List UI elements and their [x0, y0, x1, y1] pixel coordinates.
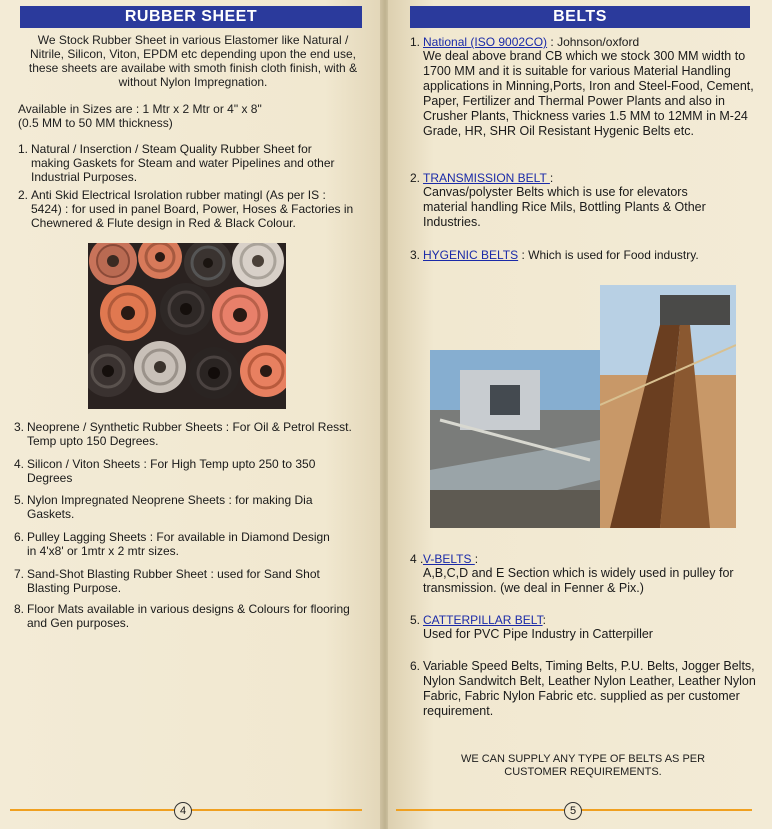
crusher-plant-illustration: [430, 350, 600, 528]
item-heading-suffix: : Which is used for Food industry.: [518, 248, 699, 262]
sizes-line-1: Available in Sizes are : 1 Mtr x 2 Mtr or 4" x 8": [18, 102, 262, 116]
closing-statement: WE CAN SUPPLY ANY TYPE OF BELTS AS PER CUSTOMER REQUIREMENTS.: [460, 753, 706, 778]
list-item: [410, 35, 760, 139]
item-number: 5.: [14, 493, 25, 507]
list-item: [410, 552, 750, 596]
item-number: 2.: [18, 188, 29, 202]
list-item: [14, 602, 354, 630]
rubber-rolls-illustration: [88, 243, 286, 409]
belts-title: BELTS: [410, 6, 750, 28]
item-heading: CATTERPILLAR BELT: [423, 613, 543, 627]
item-text: Silicon / Viton Sheets : For High Temp upto 250 to 350 Degrees: [27, 457, 316, 485]
list-item: [410, 248, 750, 262]
list-item: [18, 142, 353, 184]
item-heading-suffix: :: [549, 171, 554, 185]
item-text: Neoprene / Synthetic Rubber Sheets : For Oil & Petrol Resst. Temp upto 150 Degrees.: [27, 420, 352, 448]
sizes-line-2: (0.5 MM to 50 MM thickness): [18, 116, 173, 130]
item-number: 7.: [14, 567, 25, 581]
item-heading-suffix: :: [542, 613, 546, 627]
item-heading: V-BELTS: [423, 552, 475, 566]
conveyor-belt-photo: [600, 285, 736, 528]
item-heading-suffix: : Johnson/oxford: [547, 35, 640, 49]
item-number: 3.: [410, 248, 421, 262]
item-text: A,B,C,D and E Section which is widely used in pulley for transmission. (we deal in Fenner & Pix.): [423, 566, 734, 595]
list-item: [410, 171, 730, 230]
item-number: 6.: [410, 659, 421, 673]
page-rubber-sheet: [0, 0, 382, 829]
rubber-rolls-photo: [88, 243, 286, 409]
item-text: Sand-Shot Blasting Rubber Sheet : used for Sand Shot Blasting Purpose.: [27, 567, 320, 595]
item-text: Nylon Impregnated Neoprene Sheets : for making Dia Gaskets.: [27, 493, 313, 521]
item-text: Anti Skid Electrical Isrolation rubber matingl (As per IS : 5424) : for used in panel Board, Power, Hoses & Factories in Chewnered & Flute design in Red & Black Colour.: [31, 188, 354, 230]
crusher-plant-photo: [430, 350, 600, 528]
list-item: [18, 188, 358, 230]
item-number: 4.: [14, 457, 25, 471]
item-heading-suffix: :: [474, 552, 479, 566]
list-item: [14, 567, 354, 595]
item-text: Floor Mats available in various designs & Colours for flooring and Gen purposes.: [27, 602, 350, 630]
list-item: [14, 457, 334, 485]
item-number: 5.: [410, 613, 421, 627]
page-number: 4: [174, 802, 192, 820]
list-item: [14, 493, 334, 521]
item-text: We deal above brand CB which we stock 300 MM width to 1700 MM and it is suitable for various Material Handling applications in Minning,Ports, Iron and Steel-Food, Cement, Paper, Fertilizer and Thermal Power Plants and also in Crusher Plants, Thickness varies 1.5 MM to 12MM in M-24 Grade, HR, SHR Oil Resistant Hygenic Belts etc.: [423, 49, 754, 138]
item-number: 6.: [14, 530, 25, 544]
item-number: 1.: [410, 35, 421, 49]
item-number: 8.: [14, 602, 25, 616]
item-heading: HYGENIC BELTS: [423, 248, 519, 262]
item-heading: National (ISO 9002CO): [423, 35, 548, 49]
list-item: [14, 530, 334, 558]
list-item: [410, 659, 770, 719]
item-heading: TRANSMISSION BELT: [423, 171, 550, 185]
list-item: [410, 613, 750, 642]
item-text: Variable Speed Belts, Timing Belts, P.U. Belts, Jogger Belts, Nylon Sandwitch Belt, Leather Nylon Leather, Leather Nylon Fabric, Fabric Nylon Fabric etc. supplied as per customer requirement.: [423, 659, 756, 718]
item-text: Used for PVC Pipe Industry in Catterpiller: [423, 627, 653, 641]
page-belts: [388, 0, 772, 829]
item-number: 1.: [18, 142, 29, 156]
item-text: Natural / Inserction / Steam Quality Rubber Sheet for making Gaskets for Steam and water Pipelines and other Industrial Purposes.: [31, 142, 335, 184]
conveyor-belt-illustration: [600, 285, 736, 528]
item-number: 3.: [14, 420, 25, 434]
list-item: [14, 420, 354, 448]
item-text: Pulley Lagging Sheets : For available in Diamond Design in 4'x8' or 1mtr x 2 mtr sizes.: [27, 530, 330, 558]
rubber-sheet-title: RUBBER SHEET: [20, 6, 362, 28]
rubber-sheet-intro: We Stock Rubber Sheet in various Elastomer like Natural / Nitrile, Silicon, Viton, EPDM etc depending upon the end use, these sheets are availabe with smoth finish cloth finish, with & without Nylon Impregnation.: [28, 33, 358, 89]
page-number: 5: [564, 802, 582, 820]
item-text: Canvas/polyster Belts which is use for elevators material handling Rice Mils, Bottling Plants & Other Industries.: [423, 185, 706, 229]
item-number: 2.: [410, 171, 421, 185]
item-number: 4 .: [410, 552, 424, 566]
